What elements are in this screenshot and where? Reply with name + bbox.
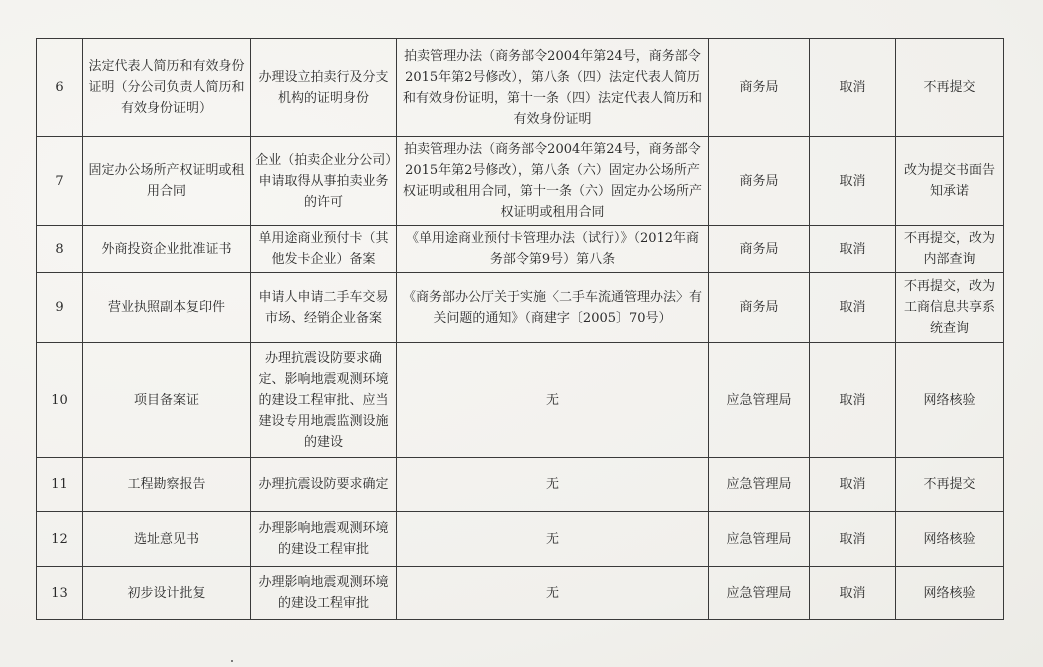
method: 不再提交 [896,39,1004,137]
row-number: 12 [37,512,83,567]
method: 不再提交，改为内部查询 [896,226,1004,273]
table-row [37,226,1004,273]
matter-name: 单用途商业预付卡（其他发卡企业）备案 [251,226,397,273]
table-row [37,343,1004,458]
legal-basis: 无 [397,343,709,458]
matter-name: 办理影响地震观测环境的建设工程审批 [251,512,397,567]
row-number: 10 [37,343,83,458]
materials-table [36,38,1004,620]
action: 取消 [810,458,896,512]
material-name: 工程勘察报告 [83,458,251,512]
legal-basis: 无 [397,458,709,512]
action: 取消 [810,137,896,226]
table-row [37,273,1004,343]
legal-basis: 拍卖管理办法（商务部令2004年第24号，商务部令2015年第2号修改），第八条（六）固定办公场所产权证明或租用合同，第十一条（六）固定办公场所产权证明或租用合同 [397,137,709,226]
action: 取消 [810,39,896,137]
material-name: 项目备案证 [83,343,251,458]
department: 商务局 [709,273,810,343]
action: 取消 [810,343,896,458]
action: 取消 [810,512,896,567]
matter-name: 办理抗震设防要求确定、影响地震观测环境的建设工程审批、应当建设专用地震监测设施的建设 [251,343,397,458]
legal-basis: 拍卖管理办法（商务部令2004年第24号，商务部令2015年第2号修改），第八条（四）法定代表人简历和有效身份证明，第十一条（四）法定代表人简历和有效身份证明 [397,39,709,137]
material-name: 初步设计批复 [83,567,251,620]
department: 应急管理局 [709,567,810,620]
row-number: 6 [37,39,83,137]
material-name: 外商投资企业批准证书 [83,226,251,273]
department: 商务局 [709,137,810,226]
method: 不再提交 [896,458,1004,512]
matter-name: 办理抗震设防要求确定 [251,458,397,512]
matter-name: 办理影响地震观测环境的建设工程审批 [251,567,397,620]
table-row [37,567,1004,620]
row-number: 11 [37,458,83,512]
table-row [37,137,1004,226]
method: 不再提交，改为工商信息共享系统查询 [896,273,1004,343]
department: 商务局 [709,39,810,137]
material-name: 法定代表人简历和有效身份证明（分公司负责人简历和有效身份证明） [83,39,251,137]
action: 取消 [810,567,896,620]
method: 网络核验 [896,512,1004,567]
department: 应急管理局 [709,512,810,567]
legal-basis: 无 [397,567,709,620]
row-number: 9 [37,273,83,343]
material-name: 选址意见书 [83,512,251,567]
material-name: 固定办公场所产权证明或租用合同 [83,137,251,226]
department: 应急管理局 [709,458,810,512]
row-number: 13 [37,567,83,620]
material-name: 营业执照副本复印件 [83,273,251,343]
legal-basis: 《单用途商业预付卡管理办法（试行）》（2012年商务部令第9号）第八条 [397,226,709,273]
method: 改为提交书面告知承诺 [896,137,1004,226]
matter-name: 申请人申请二手车交易市场、经销企业备案 [251,273,397,343]
legal-basis: 无 [397,512,709,567]
method: 网络核验 [896,567,1004,620]
action: 取消 [810,273,896,343]
department: 应急管理局 [709,343,810,458]
scan-speck [231,660,233,662]
department: 商务局 [709,226,810,273]
table-row [37,39,1004,137]
table-row [37,458,1004,512]
method: 网络核验 [896,343,1004,458]
legal-basis: 《商务部办公厅关于实施〈二手车流通管理办法〉有关问题的通知》（商建字〔2005〕70号） [397,273,709,343]
row-number: 8 [37,226,83,273]
action: 取消 [810,226,896,273]
row-number: 7 [37,137,83,226]
table-row [37,512,1004,567]
matter-name: 企业（拍卖企业分公司）申请取得从事拍卖业务的许可 [251,137,397,226]
matter-name: 办理设立拍卖行及分支机构的证明身份 [251,39,397,137]
